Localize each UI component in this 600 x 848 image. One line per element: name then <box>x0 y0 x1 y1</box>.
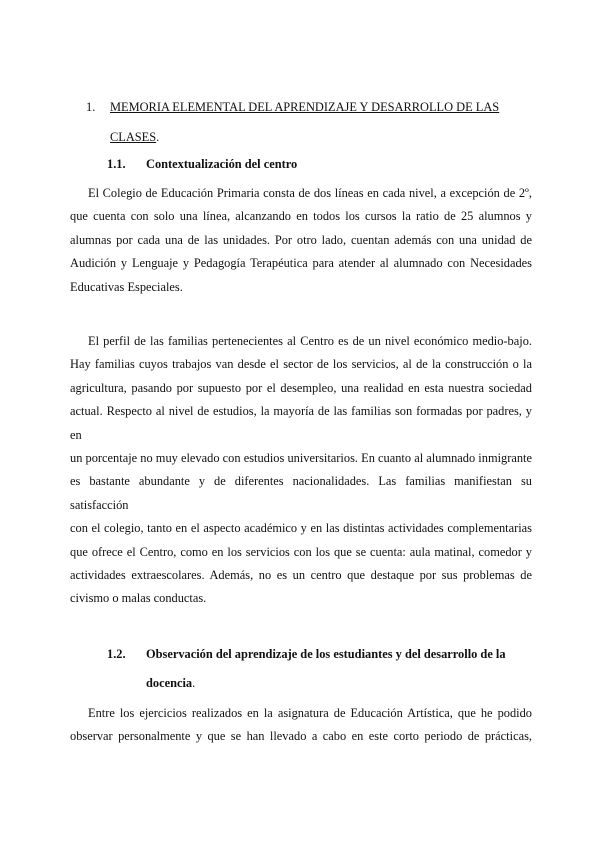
paragraph-2-line: con el colegio, tanto en el aspecto académico y en las distintas actividades complementarias <box>70 521 532 536</box>
section-1-title-line-2 <box>110 130 159 145</box>
paragraph-2-line: es bastante abundante y de diferentes nacionalidades. Las familias manifiestan su satisfacción <box>70 474 532 512</box>
paragraph-2-line: actual. Respecto al nivel de estudios, la mayoría de las familias son formadas por padres, y en <box>70 404 532 442</box>
paragraph-3-line: Entre los ejercicios realizados en la asignatura de Educación Artística, que he podido <box>88 706 532 720</box>
paragraph-1-line: Audición y Lenguaje y Pedagogía Terapéutica para atender al alumnado con Necesidades <box>70 256 532 271</box>
section-1-2-title-punct: . <box>192 676 196 690</box>
paragraph-2-line: actividades extraescolares. Además, no es un centro que destaque por sus problemas de <box>70 568 532 583</box>
section-1-2-title-line-1: Observación del aprendizaje de los estudiantes y del desarrollo de la <box>146 647 506 661</box>
section-1-title-line-1: MEMORIA ELEMENTAL DEL APRENDIZAJE Y DESARROLLO DE LAS <box>110 100 500 114</box>
paragraph-2-line: Hay familias cuyos trabajos van desde el sector de los servicios, al de la construcción o la <box>70 357 532 372</box>
section-1-1-title: Contextualización del centro <box>146 157 298 171</box>
paragraph-2 <box>70 330 532 611</box>
section-1-title-punct: . <box>156 130 160 144</box>
section-1-2-title-word: docencia <box>146 676 193 690</box>
section-1-2-number: 1.2. <box>107 647 126 661</box>
paragraph-2-line: un porcentaje no muy elevado con estudios universitarios. En cuanto al alumnado inmigrante <box>70 451 532 466</box>
paragraph-2-line: El perfil de las familias pertenecientes al Centro es de un nivel económico medio-bajo. <box>88 334 532 348</box>
section-1-1-number: 1.1. <box>107 157 126 171</box>
paragraph-2-line: agricultura, pasando por supuesto por el desempleo, una realidad en esta nuestra sociedad <box>70 380 532 395</box>
paragraph-1-line: que cuenta con solo una línea, alcanzando en todos los cursos la ratio de 25 alumnos y <box>70 209 532 224</box>
paragraph-3 <box>70 702 532 749</box>
paragraph-1-line: El Colegio de Educación Primaria consta de dos líneas en cada nivel, a excepción de 2º, <box>88 186 532 200</box>
paragraph-2-line: que ofrece el Centro, como en los servicios con los que se cuenta: aula matinal, comedor y <box>70 544 532 559</box>
section-1-title-word: CLASES <box>110 130 157 144</box>
paragraph-1 <box>70 182 532 299</box>
section-1-2-title-line-2 <box>146 676 195 691</box>
paragraph-1-line: Educativas Especiales. <box>70 279 183 294</box>
section-1-number: 1. <box>86 100 96 114</box>
paragraph-1-line: alumnas por cada una de las unidades. Por otro lado, cuentan además con una unidad de <box>70 232 532 247</box>
paragraph-3-line: observar personalmente y que se han llevado a cabo en este corto periodo de prácticas, <box>70 729 532 744</box>
paragraph-2-line: civismo o malas conductas. <box>70 591 207 606</box>
